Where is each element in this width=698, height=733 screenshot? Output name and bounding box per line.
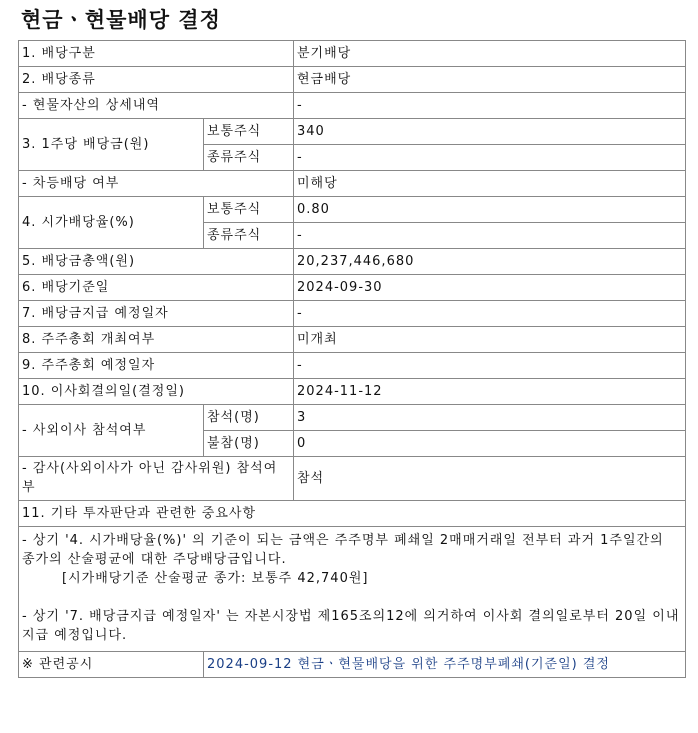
- row-label: 4. 시가배당율(%): [19, 197, 204, 249]
- table-row: [19, 405, 686, 431]
- row-value: -: [294, 93, 686, 119]
- row-label: 1. 배당구분: [19, 41, 294, 67]
- table-row: [19, 119, 686, 145]
- row-label: 10. 이사회결의일(결정일): [19, 379, 294, 405]
- notes-cell: [19, 527, 686, 652]
- table-row: [19, 171, 686, 197]
- table-row: [19, 301, 686, 327]
- row-label: 2. 배당종류: [19, 67, 294, 93]
- row-label: 7. 배당금지급 예정일자: [19, 301, 294, 327]
- row-value: 0: [294, 431, 686, 457]
- table-row: [19, 353, 686, 379]
- row-value: 미개최: [294, 327, 686, 353]
- row-label: 3. 1주당 배당금(원): [19, 119, 204, 171]
- table-row: [19, 67, 686, 93]
- row-value: 현금배당: [294, 67, 686, 93]
- row-label: - 사외이사 참석여부: [19, 405, 204, 457]
- row-value: -: [294, 301, 686, 327]
- notes-row: [19, 527, 686, 652]
- note-line: - 상기 '7. 배당금지급 예정일자' 는 자본시장법 제165조의12에 의거하여 이사회 결의일로부터 20일 이내 지급 예정입니다.: [22, 609, 680, 643]
- sub-label: 종류주식: [204, 223, 294, 249]
- page-title: 현금ㆍ현물배당 결정: [21, 8, 221, 32]
- row-label: 9. 주주총회 예정일자: [19, 353, 294, 379]
- row-value: 340: [294, 119, 686, 145]
- table-row: [19, 327, 686, 353]
- row-value: 분기배당: [294, 41, 686, 67]
- row-label: 6. 배당기준일: [19, 275, 294, 301]
- row-label: - 감사(사외이사가 아닌 감사위원) 참석여부: [19, 457, 294, 501]
- table-row: [19, 501, 686, 527]
- row-value: 참석: [294, 457, 686, 501]
- row-value: 2024-09-30: [294, 275, 686, 301]
- disclosure-table: [18, 40, 686, 678]
- table-row: [19, 652, 686, 678]
- table-row: [19, 249, 686, 275]
- row-value: -: [294, 223, 686, 249]
- row-value: 0.80: [294, 197, 686, 223]
- related-disclosure-link[interactable]: 2024-09-12 현금ㆍ현물배당을 위한 주주명부폐쇄(기준일) 결정: [207, 656, 610, 672]
- row-label: - 차등배당 여부: [19, 171, 294, 197]
- table-row: [19, 41, 686, 67]
- sub-label: 보통주식: [204, 119, 294, 145]
- table-row: [19, 197, 686, 223]
- row-value: 3: [294, 405, 686, 431]
- note-line: - 상기 '4. 시가배당율(%)' 의 기준이 되는 금액은 주주명부 폐쇄일 2매매거래일 전부터 과거 1주일간의 종가의 산술평균에 대한 주당배당금입니다.: [22, 533, 664, 567]
- sub-label: 종류주식: [204, 145, 294, 171]
- row-value: 2024-11-12: [294, 379, 686, 405]
- table-row: [19, 379, 686, 405]
- table-row: [19, 93, 686, 119]
- row-value: 미해당: [294, 171, 686, 197]
- row-value: -: [294, 353, 686, 379]
- row-value: 20,237,446,680: [294, 249, 686, 275]
- row-value: -: [294, 145, 686, 171]
- related-link-cell: [204, 652, 686, 678]
- table-row: [19, 275, 686, 301]
- row-label: - 현물자산의 상세내역: [19, 93, 294, 119]
- section-heading: 11. 기타 투자판단과 관련한 중요사항: [19, 501, 686, 527]
- sub-label: 불참(명): [204, 431, 294, 457]
- related-label: ※ 관련공시: [19, 652, 204, 678]
- sub-label: 참석(명): [204, 405, 294, 431]
- table-row: [19, 457, 686, 501]
- note-line: [시가배당기준 산술평균 종가: 보통주 42,740원]: [62, 571, 369, 586]
- sub-label: 보통주식: [204, 197, 294, 223]
- row-label: 5. 배당금총액(원): [19, 249, 294, 275]
- row-label: 8. 주주총회 개최여부: [19, 327, 294, 353]
